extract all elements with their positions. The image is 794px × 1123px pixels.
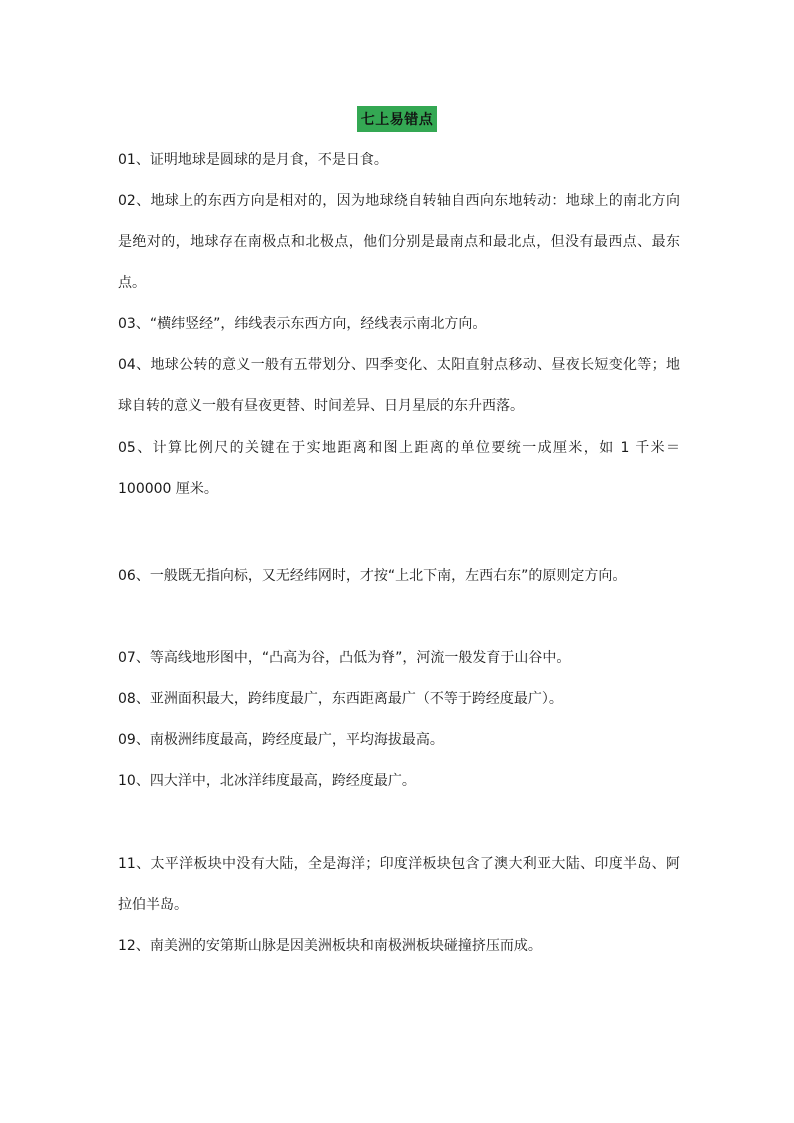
item-09: 09、南极洲纬度最高，跨经度最广，平均海拔最高。 xyxy=(118,732,444,748)
item-10: 10、四大洋中，北冰洋纬度最高，跨经度最广。 xyxy=(118,773,416,789)
item-11: 11、太平洋板块中没有大陆，全是海洋；印度洋板块包含了澳大利亚大陆、印度半岛、阿拉伯半岛。 xyxy=(118,856,680,913)
item-05: 05、计算比例尺的关键在于实地距离和图上距离的单位要统一成厘米，如 1 千米＝100000 厘米。 xyxy=(118,440,680,497)
item-02: 02、地球上的东西方向是相对的，因为地球绕自转轴自西向东地转动：地球上的南北方向是绝对的，地球存在南极点和北极点，他们分别是最南点和最北点，但没有最西点、最东点。 xyxy=(118,193,680,291)
item-06: 06、一般既无指向标，又无经纬网时，才按“上北下南，左西右东”的原则定方向。 xyxy=(118,568,627,584)
item-12: 12、南美洲的安第斯山脉是因美洲板块和南极洲板块碰撞挤压而成。 xyxy=(118,938,542,954)
document-title: 七上易错点 xyxy=(357,106,438,132)
item-07: 07、等高线地形图中，“凸高为谷，凸低为脊”，河流一般发育于山谷中。 xyxy=(118,650,571,666)
item-04: 04、地球公转的意义一般有五带划分、四季变化、太阳直射点移动、昼夜长短变化等；地球自转的意义一般有昼夜更替、时间差异、日月星辰的东升西落。 xyxy=(118,357,680,414)
item-03: 03、“横纬竖经”，纬线表示东西方向，经线表示南北方向。 xyxy=(118,316,487,332)
title-container xyxy=(0,106,794,132)
item-01: 01、证明地球是圆球的是月食，不是日食。 xyxy=(118,152,388,168)
item-08: 08、亚洲面积最大，跨纬度最广，东西距离最广（不等于跨经度最广）。 xyxy=(118,691,563,707)
